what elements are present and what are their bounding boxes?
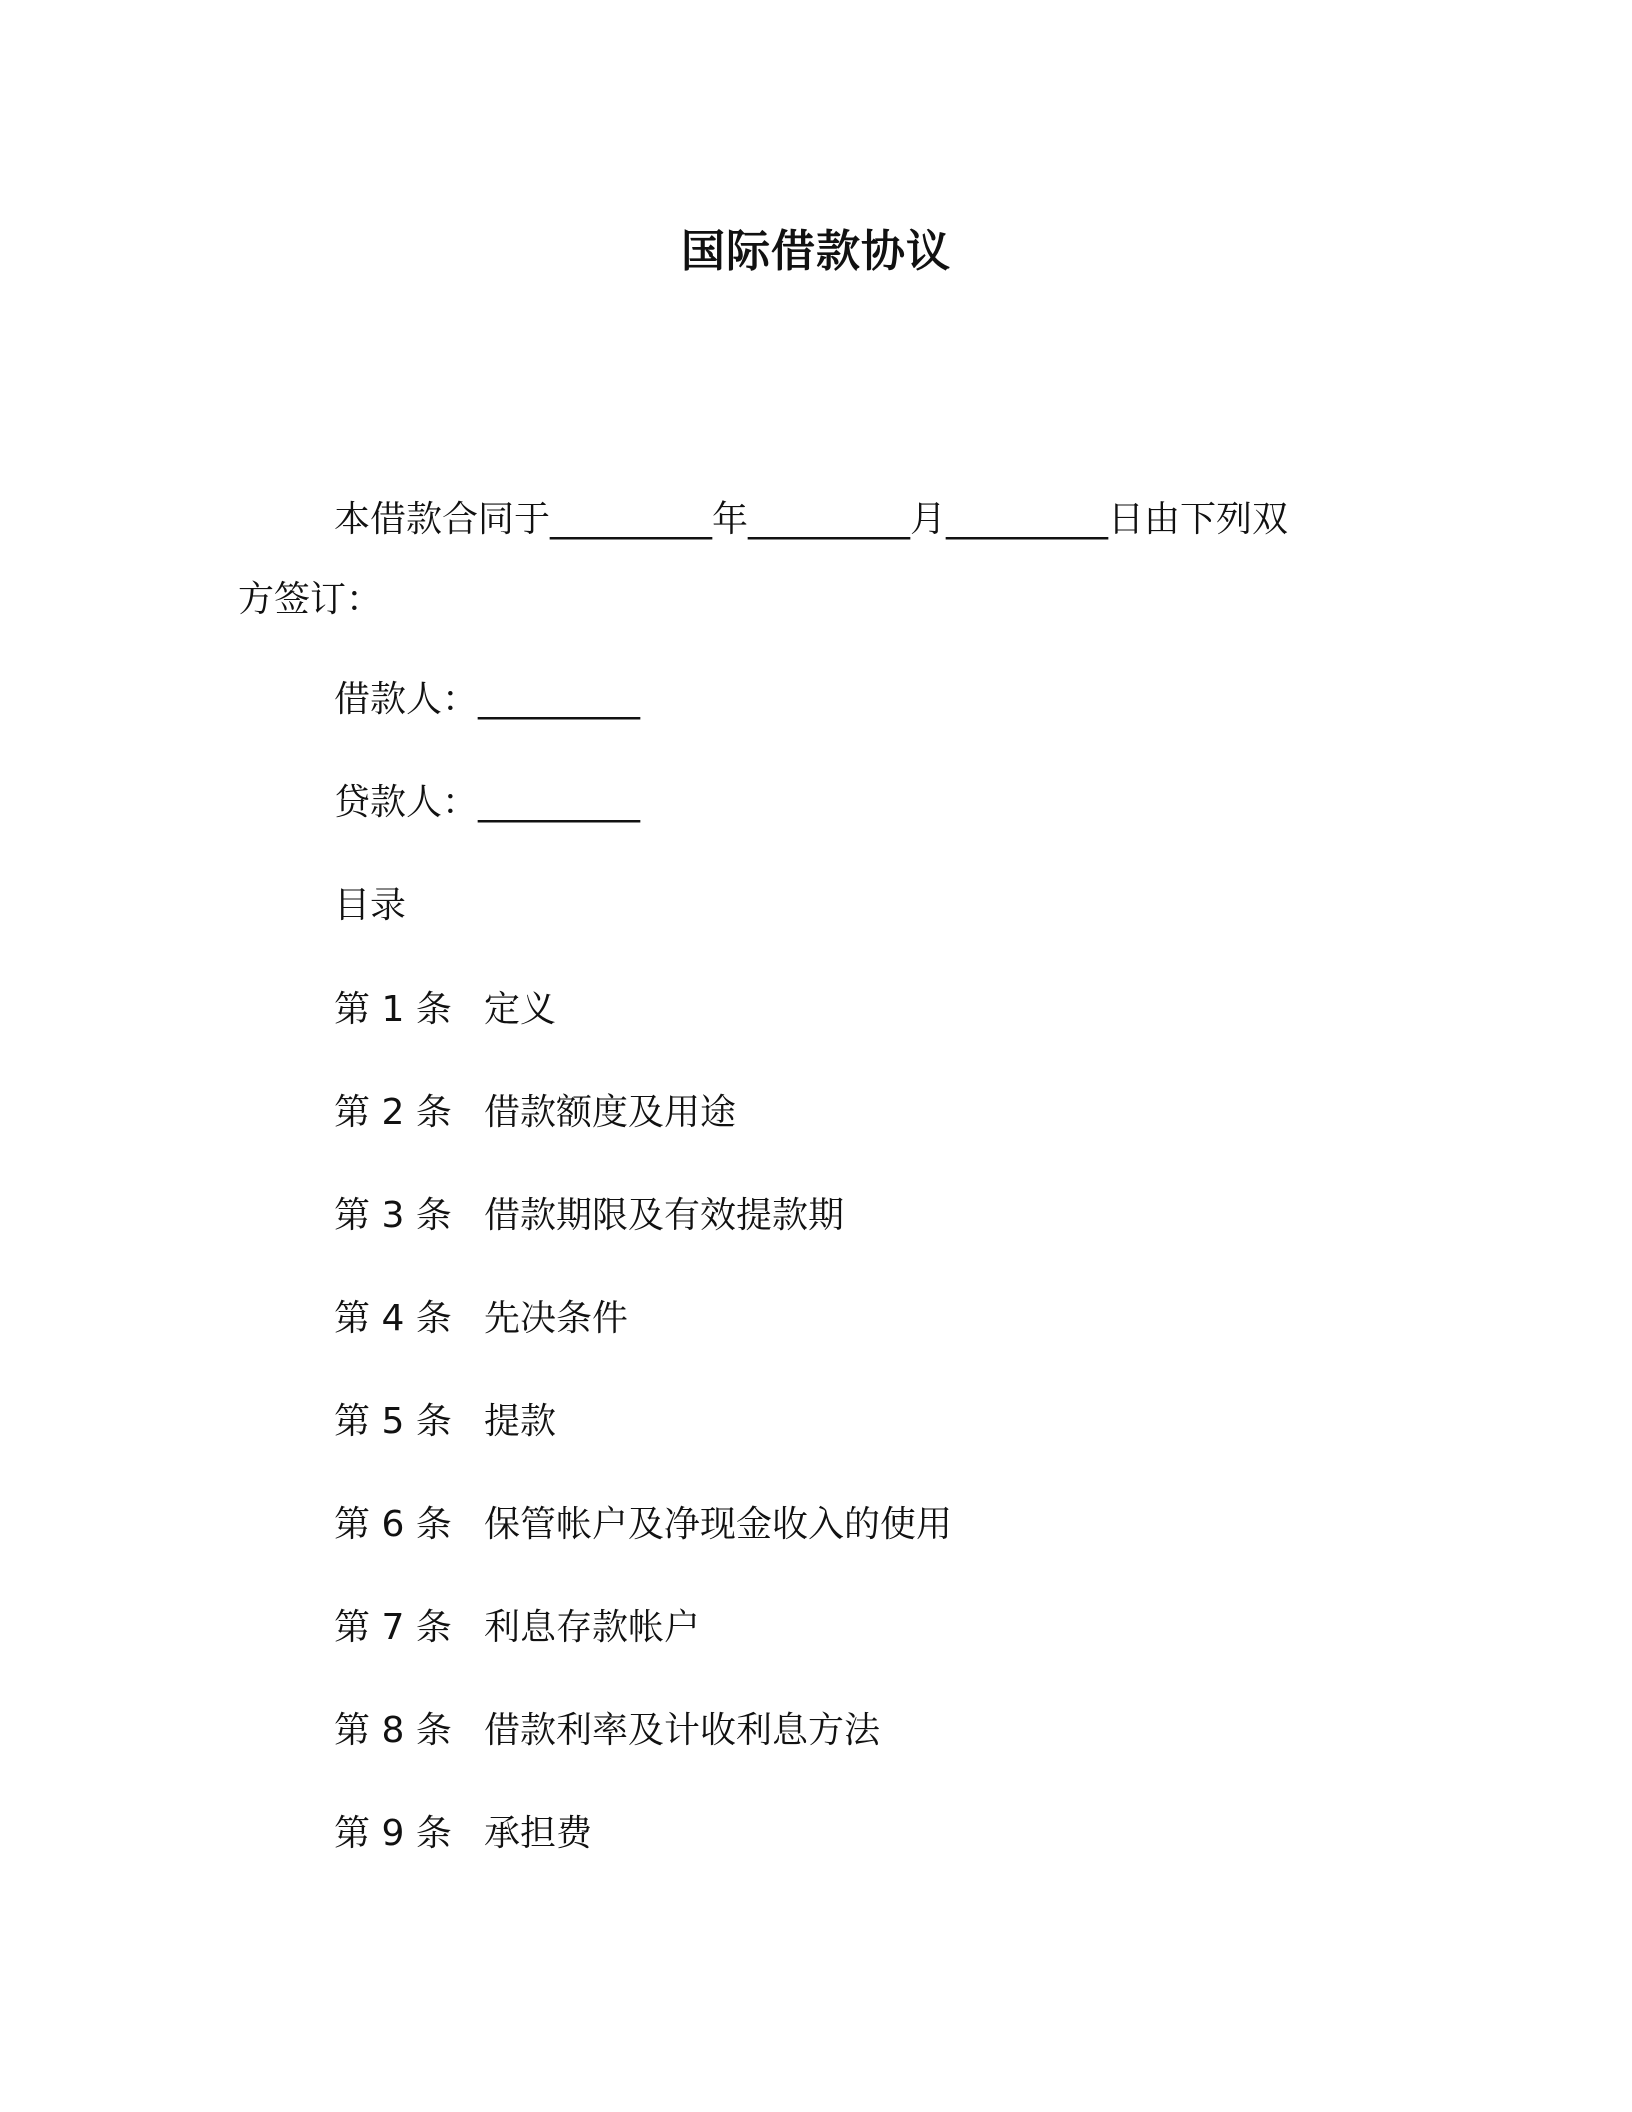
toc-item [334, 1191, 844, 1241]
intro-text-rest: 日由下列双 [1108, 499, 1289, 540]
toc-item-number: 第 7 条 [334, 1607, 452, 1648]
toc-item-number: 第 1 条 [334, 989, 452, 1030]
intro-text-line2: 方签订： [238, 579, 383, 620]
toc-item [334, 1397, 556, 1447]
toc-item [334, 1706, 880, 1756]
toc-item-number: 第 6 条 [334, 1504, 452, 1545]
toc-item-number: 第 4 条 [334, 1298, 452, 1339]
toc-item-title: 提款 [484, 1401, 557, 1442]
lender-blank: _________ [478, 782, 641, 823]
borrower-line [334, 675, 640, 725]
borrower-label: 借款人： [334, 679, 479, 720]
borrower-blank: _________ [478, 679, 641, 720]
toc-item-title: 先决条件 [484, 1298, 629, 1339]
toc-item-number: 第 2 条 [334, 1092, 452, 1133]
toc-item-title: 承担费 [484, 1813, 593, 1854]
intro-paragraph [238, 480, 1398, 640]
month-label: 月 [910, 499, 947, 540]
toc-item-number: 第 5 条 [334, 1401, 452, 1442]
toc-item-title: 定义 [484, 989, 557, 1030]
toc-item-number: 第 9 条 [334, 1813, 452, 1854]
lender-label: 贷款人： [334, 782, 479, 823]
lender-line [334, 778, 640, 828]
toc-item [334, 1088, 736, 1138]
date-blank-month: _________ [748, 499, 911, 540]
date-blank-year: _________ [550, 499, 713, 540]
toc-item [334, 1500, 952, 1550]
toc-item [334, 985, 556, 1035]
toc-item-number: 第 3 条 [334, 1195, 452, 1236]
toc-item [334, 1809, 592, 1859]
intro-text: 本借款合同于 [334, 499, 551, 540]
toc-heading: 目录 [334, 885, 407, 926]
toc-item-number: 第 8 条 [334, 1710, 452, 1751]
toc-item [334, 1294, 628, 1344]
toc-item-title: 借款期限及有效提款期 [484, 1195, 845, 1236]
toc-item-title: 保管帐户及净现金收入的使用 [484, 1504, 953, 1545]
date-blank-day: _________ [946, 499, 1109, 540]
toc-item [334, 1603, 700, 1653]
year-label: 年 [712, 499, 749, 540]
toc-item-title: 利息存款帐户 [484, 1607, 701, 1648]
toc-item-title: 借款额度及用途 [484, 1092, 737, 1133]
toc-item-title: 借款利率及计收利息方法 [484, 1710, 881, 1751]
document-title: 国际借款协议 [681, 226, 951, 277]
